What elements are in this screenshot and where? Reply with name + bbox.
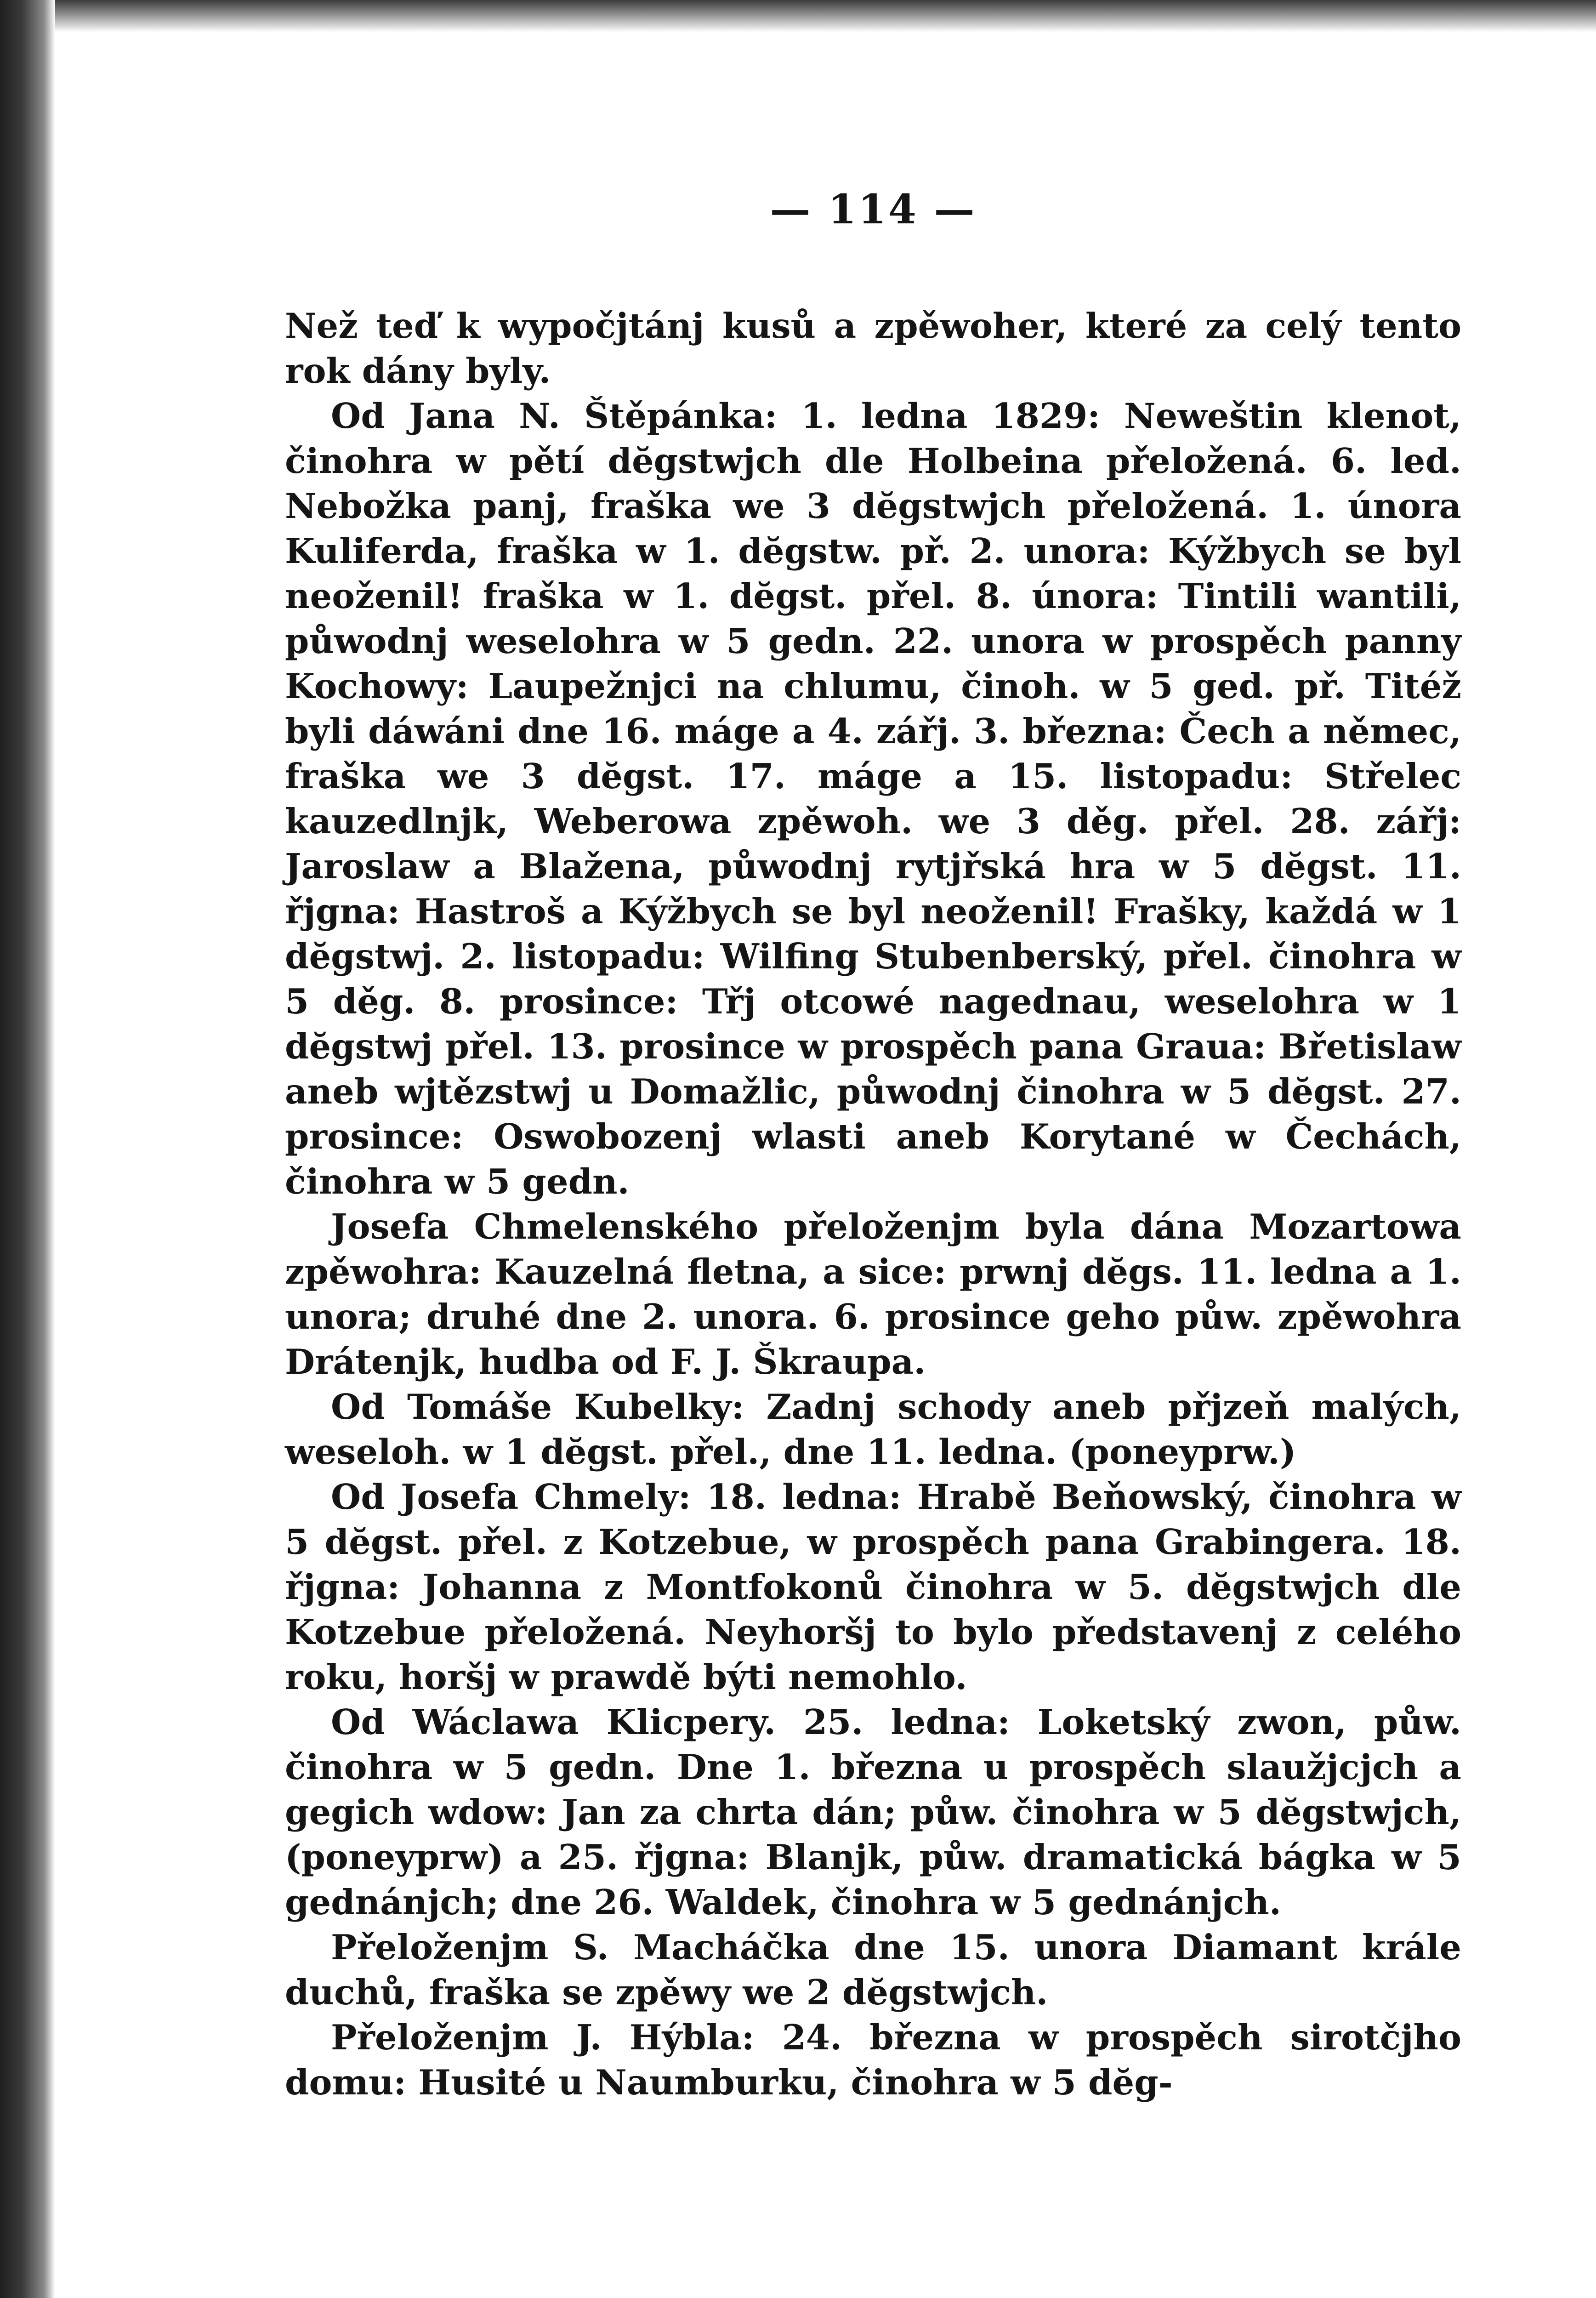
book-page bbox=[285, 184, 1461, 2105]
paragraph-hybl: Přeloženjm J. Hýbla: 24. března w prospěch sirotčjho domu: Husité u Naumburku, činohra w 5 dĕg- bbox=[285, 2017, 1461, 2103]
scan-binding-gutter bbox=[0, 0, 55, 2298]
page-number: — 114 — bbox=[770, 185, 977, 233]
paragraph-stepanek: Od Jana N. Štěpánka: 1. ledna 1829: Neweštin klenot, činohra w pětí dĕgstwjch dle Holbeina přeložená. 6. led. Nebožka panj, fraška we 3 dĕgstwjch přeložená. 1. února Kuliferda, fraška w 1. dĕgstw. př. 2. unora: Kýžbych se byl neoženil! fraška w 1. dĕgst. přel. 8. února: Tintili wantili, půwodnj weselohra w 5 gedn. 22. unora w prospěch panny Kochowy: Laupežnjci na chlumu, činoh. w 5 ged. př. Titéž byli dáwáni dne 16. máge a 4. zářj. 3. března: Čech a němec, fraška we 3 dĕgst. 17. máge a 15. listopadu: Střelec kauzedlnjk, Weberowa zpěwoh. we 3 děg. přel. 28. zářj: Jaroslaw a Blažena, půwodnj rytjřská hra w 5 dĕgst. 11. řjgna: Hastroš a Kýžbych se byl neoženil! Frašky, každá w 1 dĕgstwj. 2. listopadu: Wilfing Stubenberský, přel. činohra w 5 děg. 8. prosince: Třj otcowé nagednau, weselohra w 1 dĕgstwj přel. 13. prosince w prospěch pana Graua: Břetislaw aneb wjtězstwj u Domažlic, půwodnj činohra w 5 dĕgst. 27. prosince: Oswobozenj wlasti aneb Korytané w Čechách, činohra w 5 gedn. bbox=[285, 396, 1461, 1202]
paragraph-chmelensky: Josefa Chmelenského přeloženjm byla dána Mozartowa zpěwohra: Kauzelná fletna, a sice: prwnj dĕgs. 11. ledna a 1. unora; druhé dne 2. unora. 6. prosince geho půw. zpěwohra Drátenjk, hudba od F. J. Škraupa. bbox=[285, 1206, 1461, 1382]
page-body bbox=[285, 303, 1461, 2105]
paragraph-chmela: Od Josefa Chmely: 18. ledna: Hrabě Beňowský, činohra w 5 dĕgst. přel. z Kotzebue, w prospěch pana Grabingera. 18. řjgna: Johanna z Montfokonů činohra w 5. dĕgstwjch dle Kotzebue přeložená. Neyhoršj to bylo představenj z celého roku, horšj w prawdě býti nemohlo. bbox=[285, 1477, 1461, 1697]
paragraph-klicpera: Od Wáclawa Klicpery. 25. ledna: Loketský zwon, půw. činohra w 5 gedn. Dne 1. března u prospěch slaužjcjch a gegich wdow: Jan za chrta dán; půw. činohra w 5 dĕgstwjch, (poneyprw) a 25. řjgna: Blanjk, půw. dramatická bágka w 5 gednánjch; dne 26. Waldek, činohra w 5 gednánjch. bbox=[285, 1702, 1461, 1923]
paragraph-machacek: Přeloženjm S. Macháčka dne 15. unora Diamant krále duchů, fraška se zpěwy we 2 dĕgstwjch. bbox=[285, 1927, 1461, 2013]
paragraph-kubelka: Od Tomáše Kubelky: Zadnj schody aneb přjzeň malých, weseloh. w 1 dĕgst. přel., dne 11. ledna. (poneyprw.) bbox=[285, 1387, 1461, 1472]
paragraph-intro: Než teď k wypočjtánj kusů a zpěwoher, které za celý tento rok dány byly. bbox=[285, 306, 1461, 391]
scan-top-edge bbox=[0, 0, 1596, 32]
